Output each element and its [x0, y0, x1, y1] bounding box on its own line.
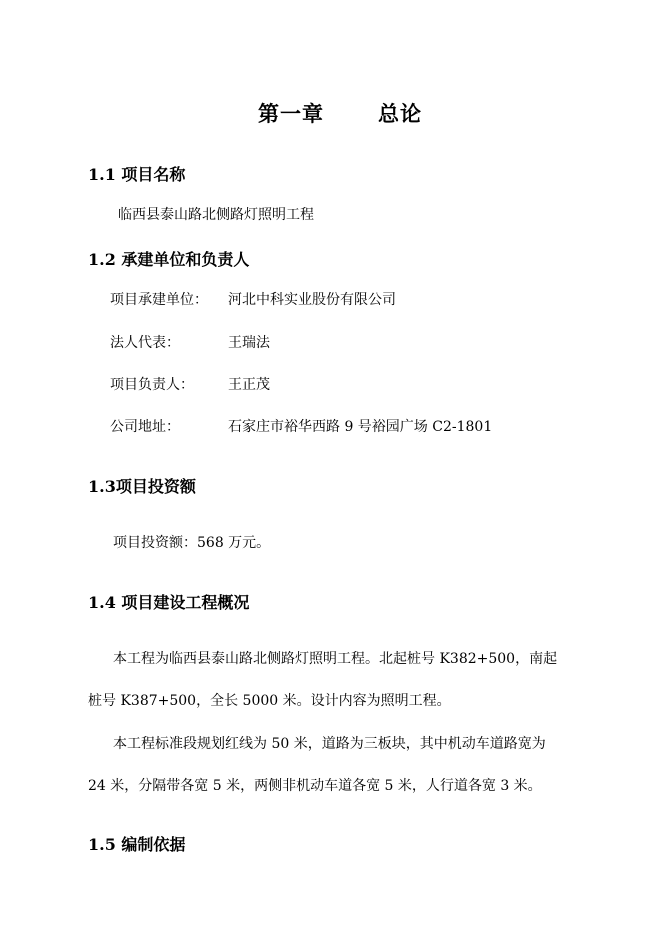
overview-paragraph-1-line-1: 本工程为临西县泰山路北侧路灯照明工程。北起桩号 K382+500，南起 — [113, 651, 558, 667]
section-heading-1-4: 1.4 项目建设工程概况 — [88, 593, 250, 612]
section-heading-1-5: 1.5 编制依据 — [88, 835, 186, 854]
investment-text: 项目投资额：568 万元。 — [113, 535, 271, 551]
section-heading-1-3: 1.3项目投资额 — [88, 477, 196, 496]
overview-paragraph-1-line-2: 桩号 K387+500，全长 5000 米。设计内容为照明工程。 — [88, 693, 451, 709]
section-heading-1-1: 1.1 项目名称 — [88, 165, 186, 184]
overview-paragraph-2-line-1: 本工程标准段规划红线为 50 米，道路为三板块，其中机动车道路宽为 — [113, 736, 546, 752]
project-manager-label: 项目负责人： — [110, 377, 194, 393]
legal-rep-value: 王瑞法 — [228, 335, 270, 351]
project-name-text: 临西县泰山路北侧路灯照明工程 — [118, 207, 314, 223]
overview-paragraph-2-line-2: 24 米，分隔带各宽 5 米，两侧非机动车道各宽 5 米，人行道各宽 3 米。 — [88, 778, 542, 794]
section-heading-1-2: 1.2 承建单位和负责人 — [88, 250, 250, 269]
chapter-name: 总论 — [378, 101, 422, 126]
company-address-value: 石家庄市裕华西路 9 号裕园广场 C2-1801 — [228, 419, 493, 435]
contractor-label: 项目承建单位： — [110, 292, 208, 308]
chapter-title — [258, 98, 422, 128]
legal-rep-label: 法人代表： — [110, 335, 180, 351]
project-manager-value: 王正茂 — [228, 377, 270, 393]
contractor-value: 河北中科实业股份有限公司 — [228, 292, 396, 308]
company-address-label: 公司地址： — [110, 419, 180, 435]
chapter-number: 第一章 — [258, 101, 324, 126]
